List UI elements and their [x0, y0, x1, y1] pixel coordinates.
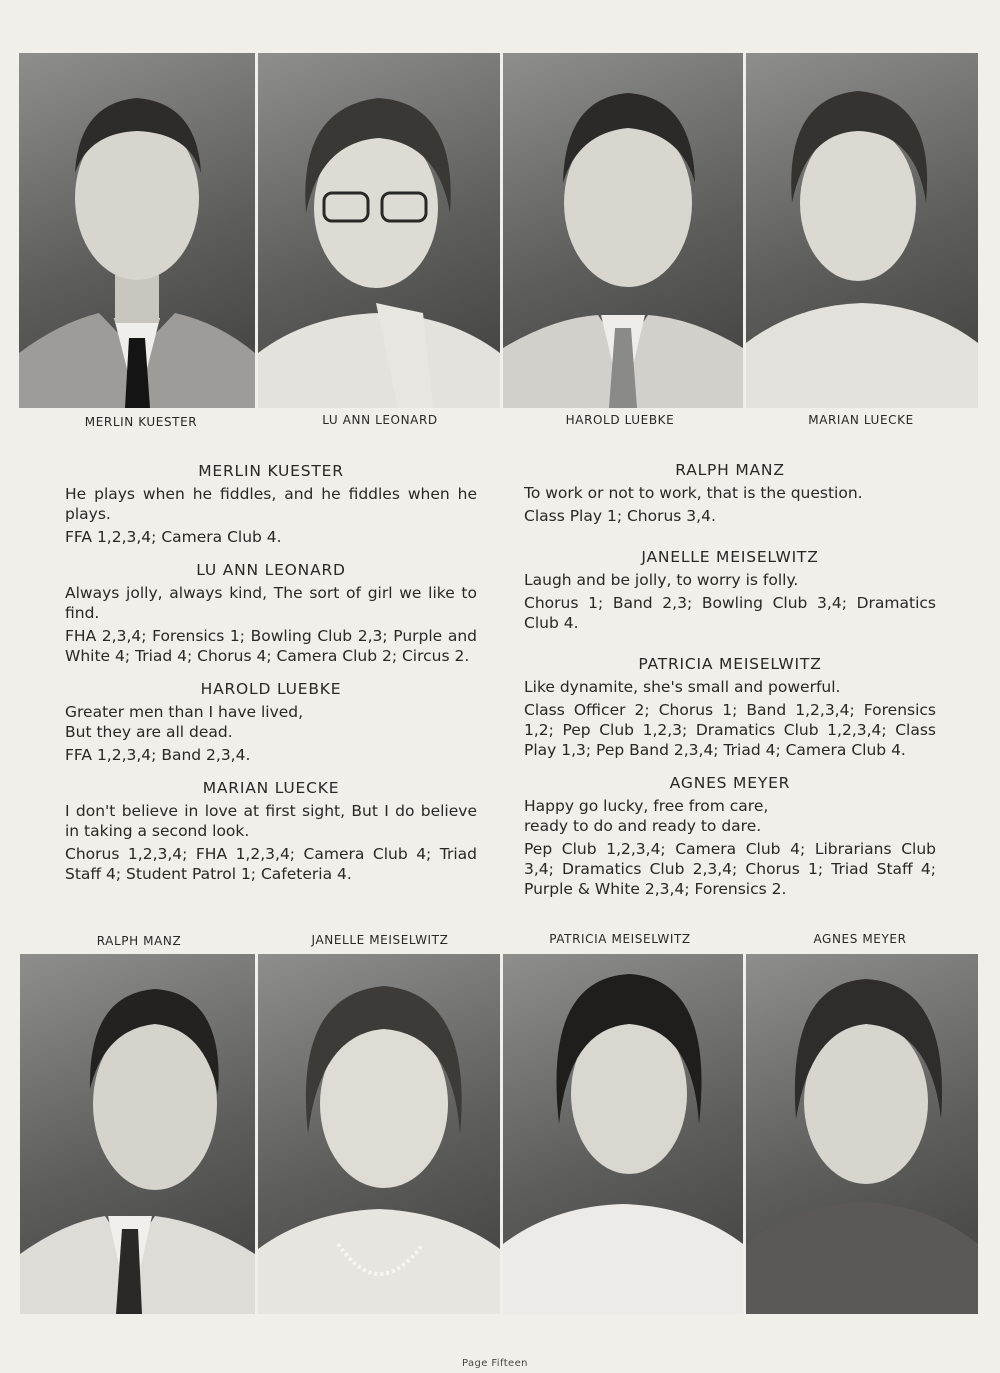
bio-activities: Class Officer 2; Chorus 1; Band 1,2,3,4; Forensics 1,2; Pep Club 1,2,3; Dramatics Club 1,2,3,4; Class Play 1,3; Pep Band 2,3,4; Triad 4; Camera Club 4. [524, 701, 936, 759]
bio-quote: Happy go lucky, free from care, ready to do and ready to dare. [524, 797, 769, 835]
portrait-patricia-meiselwitz [503, 954, 743, 1314]
bio-name: MERLIN KUESTER [198, 462, 344, 480]
bio-quote: Always jolly, always kind, The sort of girl we like to find. [65, 584, 477, 622]
bio-activities: FHA 2,3,4; Forensics 1; Bowling Club 2,3; Purple and White 4; Triad 4; Chorus 4; Camera Club 2; Circus 2. [65, 627, 477, 665]
caption-bottom-4: AGNES MEYER [813, 932, 907, 946]
portrait-marian-luecke [746, 53, 978, 408]
caption-top-4: MARIAN LUECKE [808, 413, 914, 427]
bio-quote: Greater men than I have lived, But they are all dead. [65, 703, 304, 741]
bio-activities: FFA 1,2,3,4; Band 2,3,4. [65, 746, 251, 764]
bio-ralph-manz [524, 461, 936, 526]
bio-name: AGNES MEYER [669, 774, 791, 792]
bio-agnes-meyer [524, 774, 936, 899]
caption-top-3: HAROLD LUEBKE [565, 413, 675, 427]
bio-column-right [524, 461, 936, 913]
bio-activities: Chorus 1,2,3,4; FHA 1,2,3,4; Camera Club 4; Triad Staff 4; Student Patrol 1; Cafeteria 4. [65, 845, 477, 883]
bio-name: MARIAN LUECKE [202, 779, 340, 797]
caption-bottom-2: JANELLE MEISELWITZ [311, 933, 449, 947]
portrait-janelle-meiselwitz [258, 954, 500, 1314]
bio-quote: He plays when he fiddles, and he fiddles when he plays. [65, 485, 477, 523]
bio-column-left [65, 462, 477, 898]
bio-activities: Chorus 1; Band 2,3; Bowling Club 3,4; Dramatics Club 4. [524, 594, 936, 632]
bio-marian-luecke [65, 779, 477, 884]
bio-name: PATRICIA MEISELWITZ [638, 655, 822, 673]
portrait-ralph-manz [20, 954, 255, 1314]
bio-activities: Pep Club 1,2,3,4; Camera Club 4; Librarians Club 3,4; Dramatics Club 2,3,4; Chorus 1; Triad Staff 4; Purple & White 2,3,4; Forensics 2. [524, 840, 936, 898]
bio-name: RALPH MANZ [675, 461, 785, 479]
portrait-lu-ann-leonard [258, 53, 500, 408]
bio-name: LU ANN LEONARD [196, 561, 346, 579]
portrait-agnes-meyer [746, 954, 978, 1314]
bio-harold-luebke [65, 680, 477, 765]
bio-activities: Class Play 1; Chorus 3,4. [524, 507, 716, 525]
caption-top-1: MERLIN KUESTER [84, 415, 198, 429]
page-number: Page Fifteen [462, 1358, 528, 1369]
bio-activities: FFA 1,2,3,4; Camera Club 4. [65, 528, 282, 546]
bio-patricia-meiselwitz [524, 655, 936, 760]
bio-name: JANELLE MEISELWITZ [641, 548, 819, 566]
portrait-merlin-kuester [19, 53, 255, 408]
portrait-harold-luebke [503, 53, 743, 408]
caption-bottom-1: RALPH MANZ [96, 934, 182, 948]
bio-quote: To work or not to work, that is the question. [524, 484, 863, 502]
bio-quote: Laugh and be jolly, to worry is folly. [524, 571, 799, 589]
caption-top-2: LU ANN LEONARD [322, 413, 438, 427]
bio-merlin-kuester [65, 462, 477, 547]
bio-lu-ann-leonard [65, 561, 477, 666]
bio-quote: I don't believe in love at first sight, But I do believe in taking a second look. [65, 802, 477, 840]
bio-quote: Like dynamite, she's small and powerful. [524, 678, 841, 696]
caption-bottom-3: PATRICIA MEISELWITZ [549, 932, 691, 946]
bio-janelle-meiselwitz [524, 548, 936, 633]
bio-name: HAROLD LUEBKE [200, 680, 342, 698]
